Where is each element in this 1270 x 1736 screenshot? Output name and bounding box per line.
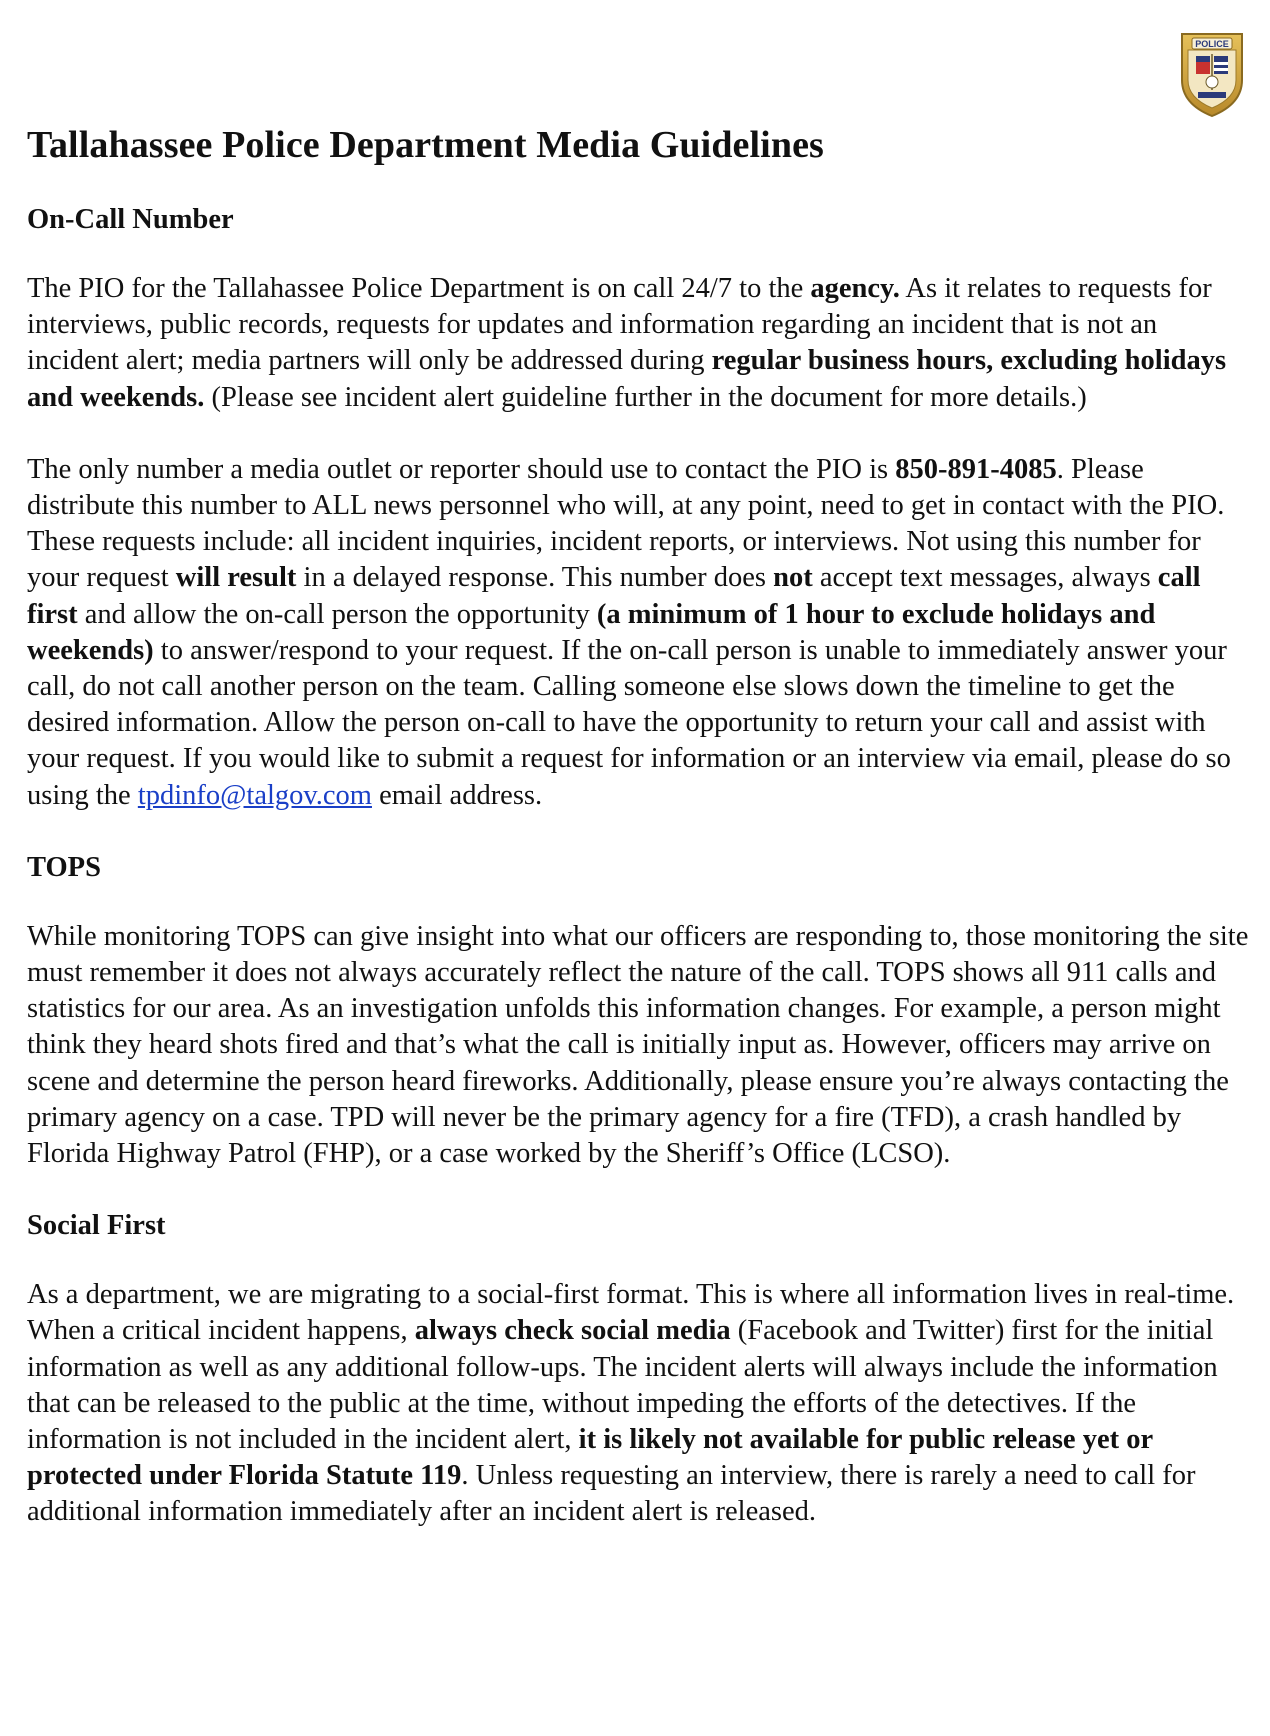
section-heading-tops: TOPS bbox=[27, 851, 101, 883]
section-heading-on-call: On-Call Number bbox=[27, 204, 234, 235]
document-body bbox=[27, 118, 1252, 1567]
phone-number: 850-891-4085 bbox=[895, 453, 1057, 485]
paragraph-on-call-number: The only number a media outlet or reporter should use to contact the PIO is 850-891-4085. Please distribute this number to ALL news personnel who will, at any point, need to get in contact with the PIO. These requests include: all incident inquiries, incident reports, or interviews. Not using this number for your request will result in a delayed response. This number does not accept text messages, always call first and allow the on-call person the opportunity (a minimum of 1 hour to exclude holidays and weekends) to answer/respond to your request. If the on-call person is unable to immediately answer your call, do not call another person on the team. Calling someone else slows down the timeline to get the desired information. Allow the person on-call to have the opportunity to return your call and assist with your request. If you would like to submit a request for information or an interview via email, please do so using the tpdinfo@talgov.com email address. bbox=[27, 453, 1231, 811]
paragraph-tops: While monitoring TOPS can give insight into what our officers are responding to, those monitoring the site must remember it does not always accurately reflect the nature of the call. TOPS shows all 911 calls and statistics for our area. As an investigation unfolds this information changes. For example, a person might think they heard shots fired and that’s what the call is initially input as. However, officers may arrive on scene and determine the person heard fireworks. Additionally, please ensure you’re always contacting the primary agency on a case. TPD will never be the primary agency for a fire (TFD), a crash handled by Florida Highway Patrol (FHP), or a case worked by the Sheriff’s Office (LCSO). bbox=[27, 920, 1249, 1170]
svg-text:POLICE: POLICE bbox=[1195, 39, 1229, 49]
section-heading-social-first: Social First bbox=[27, 1210, 166, 1242]
police-badge-icon bbox=[1178, 30, 1246, 118]
page-title: Tallahassee Police Department Media Guidelines bbox=[27, 124, 824, 166]
paragraph-social-first: As a department, we are migrating to a social-first format. This is where all information lives in real-time. When a critical incident happens, always check social media (Facebook and Twitter) first for the initial information as well as any additional follow-ups. The incident alerts will always include the information that can be released to the public at the time, without impeding the efforts of the detectives. If the information is not included in the incident alert, it is likely not available for public release yet or protected under Florida Statute 119. Unless requesting an interview, there is rarely a need to call for additional information immediately after an incident alert is released. bbox=[27, 1279, 1235, 1528]
paragraph-on-call-hours: The PIO for the Tallahassee Police Department is on call 24/7 to the agency. As it relates to requests for interviews, public records, requests for updates and information regarding an incident that is not an incident alert; media partners will only be addressed during regular business hours, excluding holidays and weekends. (Please see incident alert guideline further in the document for more details.) bbox=[27, 273, 1227, 413]
email-link[interactable]: tpdinfo@talgov.com bbox=[137, 779, 372, 811]
